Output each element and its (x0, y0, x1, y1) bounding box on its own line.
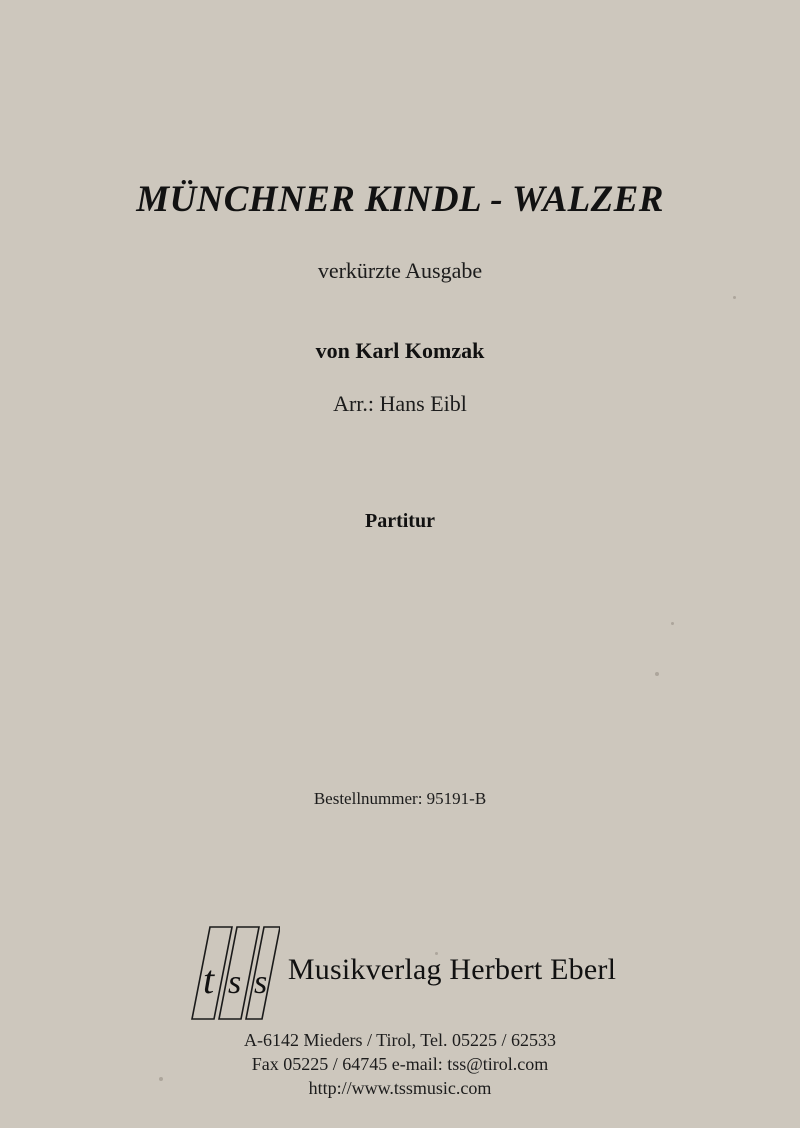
composer-credit: von Karl Komzak (315, 338, 485, 363)
tss-logo-icon (184, 915, 280, 1025)
arranger-credit: Arr.: Hans Eibl (333, 391, 467, 416)
publisher-contact: Fax 05225 / 64745 e-mail: tss@tirol.com (251, 1053, 549, 1074)
svg-text:s: s (227, 964, 242, 1001)
edition-subtitle: verkürzte Ausgabe (317, 258, 483, 283)
page-title: MÜNCHNER KINDL - WALZER (136, 179, 664, 220)
svg-text:s: s (253, 964, 268, 1001)
publisher-address: A-6142 Mieders / Tirol, Tel. 05225 / 62533 (244, 1030, 556, 1050)
order-number: Bestellnummer: 95191-B (313, 789, 487, 808)
paper-speck (671, 622, 674, 625)
publisher-contact-block (0, 1029, 800, 1100)
paper-speck (733, 296, 736, 299)
publisher-footer (0, 915, 800, 1100)
score-type-label: Partitur (365, 510, 435, 532)
publisher-name-row (0, 915, 800, 1025)
publisher-name: Musikverlag Herbert Eberl (287, 953, 617, 986)
paper-speck (655, 672, 659, 676)
publisher-website: http://www.tssmusic.com (308, 1077, 492, 1098)
svg-text:t: t (202, 957, 215, 1002)
